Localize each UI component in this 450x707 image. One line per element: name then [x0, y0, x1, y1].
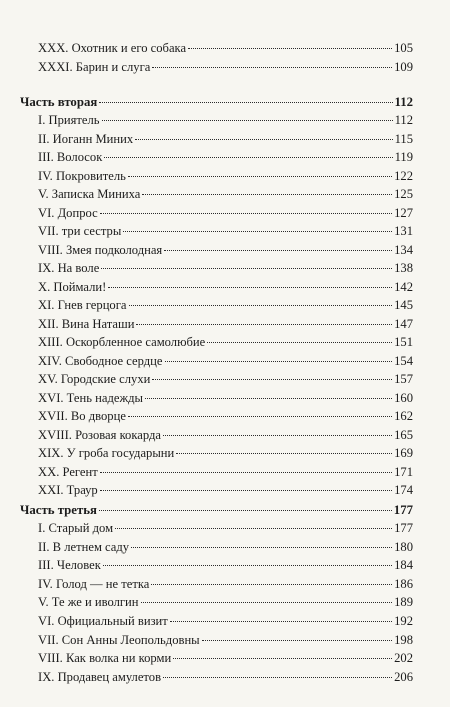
toc-entry-page: 169 — [394, 446, 413, 460]
toc-entry-page: 119 — [394, 150, 413, 164]
dot-leader — [188, 48, 392, 49]
toc-entry-page: 134 — [394, 242, 413, 257]
toc-entry — [38, 315, 413, 333]
dot-leader — [207, 342, 392, 343]
toc-entry-title: XI. Гнев герцога — [38, 298, 127, 312]
dot-leader — [128, 416, 392, 417]
dot-leader — [100, 490, 392, 491]
toc-entry-title: IX. На воле — [38, 261, 100, 275]
toc-entry-page: 125 — [394, 187, 413, 201]
toc-entry — [38, 58, 413, 76]
toc-entry — [38, 481, 413, 499]
toc-entry-title: X. Поймали! — [38, 279, 107, 294]
dot-leader — [129, 305, 393, 306]
toc-entry-page: 165 — [394, 427, 413, 442]
toc-entry-page: 122 — [394, 168, 413, 183]
dot-leader — [115, 528, 392, 529]
toc-entry-page: 115 — [394, 131, 413, 146]
dot-leader — [141, 602, 393, 603]
toc-entry — [38, 278, 413, 296]
toc-entry-title: III. Человек — [38, 558, 101, 573]
toc-entry — [38, 668, 413, 686]
toc-entry — [38, 556, 413, 574]
dot-leader — [102, 120, 393, 121]
part-heading — [20, 93, 413, 111]
toc-entry-title: II. В летнем саду — [38, 539, 130, 554]
toc-entry-title: IV. Голод — не тетка — [38, 576, 150, 591]
toc-entry-page: 162 — [394, 409, 413, 423]
dot-leader — [163, 677, 392, 678]
toc-entry-page: 105 — [394, 41, 413, 55]
toc-entry-title: XV. Городские слухи — [38, 372, 151, 386]
dot-leader — [100, 213, 392, 214]
part-heading-page: 177 — [393, 503, 413, 517]
dot-leader — [135, 139, 392, 140]
toc-entry-title: I. Старый дом — [38, 521, 114, 535]
toc-entry-title: XXI. Траур — [38, 483, 98, 497]
toc-entry-title: V. Те же и иволгин — [38, 595, 139, 610]
toc-entry-page: 192 — [394, 614, 413, 628]
dot-leader — [104, 157, 392, 158]
toc-entry-title: XII. Вина Наташи — [38, 316, 135, 331]
dot-leader — [202, 640, 392, 641]
toc-entry — [38, 130, 413, 148]
toc-entry-page: 180 — [394, 539, 413, 554]
toc-entry — [38, 463, 413, 481]
toc-entry — [38, 241, 413, 259]
toc-entry-page: 171 — [394, 464, 413, 479]
toc-entry-title: VII. три сестры — [38, 224, 122, 238]
toc-entry-page: 154 — [394, 353, 413, 368]
toc-entry-title: XVII. Во дворце — [38, 409, 126, 423]
toc-entry — [38, 538, 413, 556]
toc-entry-title: VI. Допрос — [38, 205, 98, 220]
toc-entry-page: 177 — [394, 521, 413, 535]
toc-entry — [38, 444, 413, 462]
toc-entry — [38, 204, 413, 222]
toc-entry — [38, 631, 413, 649]
part-heading — [20, 501, 413, 519]
toc-entry-title: XVI. Тень надежды — [38, 390, 144, 405]
toc-entry-title: V. Записка Миниха — [38, 187, 141, 201]
toc-entry-page: 186 — [394, 576, 413, 591]
toc-entry-title: III. Волосок — [38, 150, 103, 164]
dot-leader — [176, 453, 392, 454]
part-heading-title: Часть вторая — [20, 95, 98, 109]
toc-entry — [38, 519, 413, 537]
toc-entry — [38, 296, 413, 314]
toc-entry — [38, 612, 413, 630]
toc-entry — [38, 407, 413, 425]
dot-leader — [136, 324, 392, 325]
toc-entry-title: XXXI. Барин и слуга — [38, 60, 151, 74]
toc-entry-page: 174 — [394, 483, 413, 497]
dot-leader — [123, 231, 392, 232]
toc-entry-title: VIII. Как волка ни корми — [38, 651, 172, 666]
toc-entry — [38, 649, 413, 667]
dot-leader — [128, 176, 392, 177]
dot-leader — [151, 584, 392, 585]
toc-entry-title: XIX. У гроба государыни — [38, 446, 175, 460]
toc-entry — [38, 426, 413, 444]
toc-entry-page: 142 — [394, 279, 413, 294]
dot-leader — [100, 472, 392, 473]
toc-entry-page: 206 — [394, 669, 413, 684]
toc-entry-title: VII. Сон Анны Леопольдовны — [38, 632, 200, 647]
toc-entry-title: IV. Покровитель — [38, 168, 126, 183]
toc-entry-page: 160 — [394, 390, 413, 405]
toc-entry-page: 157 — [394, 372, 413, 386]
dot-leader — [152, 379, 392, 380]
dot-leader — [170, 621, 392, 622]
toc-entry-title: IX. Продавец амулетов — [38, 669, 162, 684]
toc-entry — [38, 575, 413, 593]
toc-entry — [38, 185, 413, 203]
toc-entry-title: XIV. Свободное сердце — [38, 353, 163, 368]
dot-leader — [99, 510, 392, 511]
dot-leader — [103, 565, 392, 566]
toc-entry — [38, 259, 413, 277]
dot-leader — [152, 67, 392, 68]
toc-entry-title: XVIII. Розовая кокарда — [38, 427, 161, 442]
toc-entry — [38, 39, 413, 57]
toc-entry-title: XXX. Охотник и его собака — [38, 41, 187, 55]
toc-entry — [38, 222, 413, 240]
toc-entry-page: 138 — [394, 261, 413, 275]
toc-entry-page: 147 — [394, 316, 413, 331]
toc-entry — [38, 352, 413, 370]
part-heading-page: 112 — [394, 95, 413, 109]
toc-entry — [38, 593, 413, 611]
toc-entry — [38, 167, 413, 185]
toc-entry-page: 127 — [394, 205, 413, 220]
toc-entry — [38, 148, 413, 166]
toc-entry-title: II. Иоганн Миних — [38, 131, 134, 146]
toc-entry-title: XX. Регент — [38, 464, 98, 479]
toc-entry-page: 151 — [394, 335, 413, 349]
toc-entry-title: VIII. Змея подколодная — [38, 242, 163, 257]
toc-entry-page: 109 — [394, 60, 413, 74]
toc-entry — [38, 111, 413, 129]
toc-entry-page: 202 — [394, 651, 413, 666]
toc-entry-page: 131 — [394, 224, 413, 238]
toc-entry-page: 189 — [394, 595, 413, 610]
toc-entry-page: 198 — [394, 632, 413, 647]
part-heading-title: Часть третья — [20, 503, 97, 517]
dot-leader — [145, 398, 392, 399]
toc-entry — [38, 389, 413, 407]
dot-leader — [165, 361, 393, 362]
toc-entry-title: I. Приятель — [38, 113, 100, 127]
toc-entry-page: 112 — [394, 113, 413, 127]
dot-leader — [99, 102, 392, 103]
dot-leader — [108, 287, 392, 288]
toc-entry-page: 184 — [394, 558, 413, 573]
dot-leader — [101, 268, 392, 269]
toc-entry — [38, 370, 413, 388]
dot-leader — [142, 194, 392, 195]
dot-leader — [163, 435, 392, 436]
toc-entry-title: VI. Официальный визит — [38, 614, 168, 628]
toc-entry — [38, 333, 413, 351]
dot-leader — [164, 250, 392, 251]
dot-leader — [173, 658, 392, 659]
toc-entry-page: 145 — [394, 298, 413, 312]
toc-entry-title: XIII. Оскорбленное самолюбие — [38, 335, 206, 349]
dot-leader — [131, 547, 392, 548]
